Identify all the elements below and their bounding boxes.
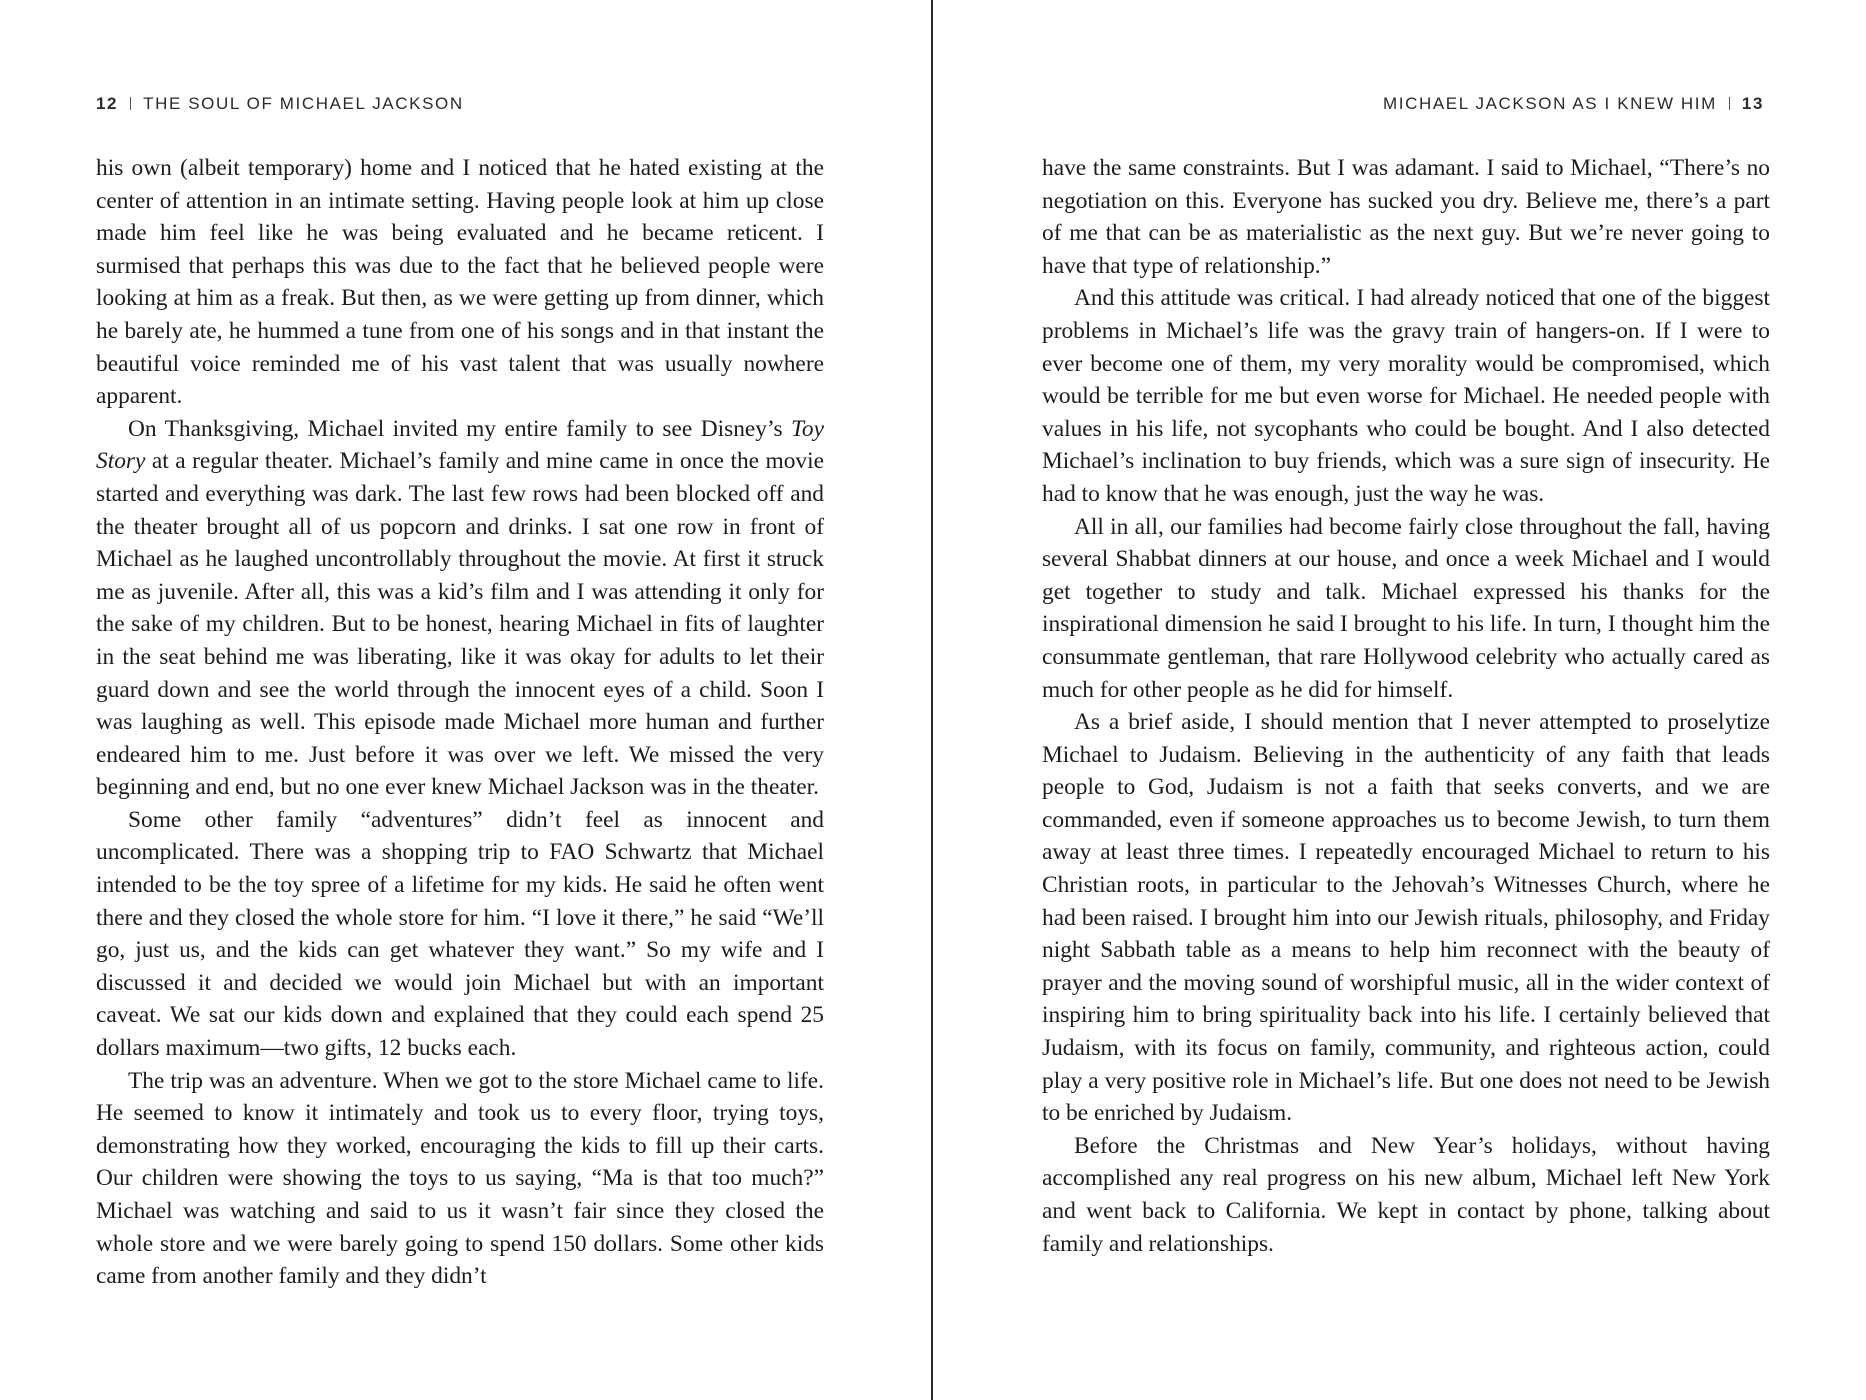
paragraph-text: As a brief aside, I should mention that I never attempted to proselytize Michael to Judaism. Believing in the authenticity of any faith that leads people to God, Judaism is not a faith that seeks converts, and we are commanded, even if someone approaches us to become Jewish, to turn them away at least three times. I repeatedly encouraged Michael to return to his Christian roots, in particular to the Jehovah’s Witnesses Church, where he had been raised. I brought him into our Jewish rituals, philosophy, and Friday night Sabbath table as a means to help him reconnect with the beauty of prayer and the moving sound of worshipful music, all in the wider context of inspiring him to bring spirituality back into his life. I certainly believed that Judaism, with its focus on family, community, and righteous action, could play a very positive role in Michael’s life. But one does not need to be Jewish to be enriched by Judaism. (1042, 709, 1770, 1127)
left-body-text (96, 152, 824, 1293)
paragraph (1042, 152, 1770, 282)
right-page (934, 0, 1866, 1400)
left-page (0, 0, 932, 1400)
paragraph (1042, 511, 1770, 707)
page-number: 12 (96, 94, 119, 113)
paragraph (96, 413, 824, 804)
paragraph (1042, 282, 1770, 510)
paragraph (96, 804, 824, 1065)
paragraph-text: All in all, our families had become fairly close throughout the fall, having several Shabbat dinners at our house, and once a week Michael and I would get together to study and talk. Michael expressed his thanks for the inspirational dimension he said I brought to his life. In turn, I thought him the consummate gentleman, that rare Hollywood celebrity who actually cared as much for other people as he did for himself. (1042, 513, 1770, 703)
paragraph (1042, 1130, 1770, 1260)
page-gutter (931, 0, 933, 1400)
paragraph-text: The trip was an adventure. When we got to the store Michael came to life. He seemed to know it intimately and took us to every floor, trying toys, demonstrating how they worked, encouraging the kids to fill up their carts. Our children were showing the toys to us saying, “Ma is that too much?” Michael was watching and said to us it wasn’t fair since they closed the whole store and we were barely going to spend 150 dollars. Some other kids came from another family and they didn’t (96, 1067, 824, 1290)
paragraph-text: have the same constraints. But I was adamant. I said to Michael, “There’s no negotiation on this. Everyone has sucked you dry. Believe me, there’s a part of me that can be as materialistic as the next guy. But we’re never going to have that type of relationship.” (1042, 155, 1770, 279)
right-running-head (1383, 94, 1764, 114)
paragraph-text: On Thanksgiving, Michael invited my entire family to see Disney’s (128, 415, 792, 442)
paragraph (1042, 706, 1770, 1130)
right-body-text (1042, 152, 1770, 1260)
paragraph-text: at a regular theater. Michael’s family and mine came in once the movie started and everything was dark. The last few rows had been blocked off and the theater brought all of us popcorn and drinks. I sat one row in front of Michael as he laughed uncontrollably throughout the movie. At first it struck me as juvenile. After all, this was a kid’s film and I was attending it only for the sake of my children. But to be honest, hearing Michael in fits of laughter in the seat behind me was liberating, like it was okay for adults to let their guard down and see the world through the innocent eyes of a child. Soon I was laughing as well. This episode made Michael more human and further endeared him to me. Just before it was over we left. We missed the very beginning and end, but no one ever knew Michael Jackson was in the theater. (96, 448, 824, 801)
paragraph (96, 1065, 824, 1293)
paragraph-text: And this attitude was critical. I had already noticed that one of the biggest problems in Michael’s life was the gravy train of hangers-on. If I were to ever become one of them, my very morality would be compromised, which would be terrible for me but even worse for Michael. He needed people with values in his life, not sycophants who could be bought. And I also detected Michael’s inclination to buy friends, which was a sure sign of insecurity. He had to know that he was enough, just the way he was. (1042, 285, 1770, 507)
italic-title-text: Toy Story (96, 415, 824, 475)
page-number: 13 (1741, 94, 1764, 113)
chapter-title-header: MICHAEL JACKSON AS I KNEW HIM (1383, 94, 1717, 113)
paragraph-text: Before the Christmas and New Year’s holidays, without having accomplished any real progress on his new album, Michael left New York and went back to California. We kept in contact by phone, talking about family and relationships. (1042, 1132, 1770, 1257)
header-divider (130, 97, 131, 110)
paragraph (96, 152, 824, 413)
left-running-head (96, 94, 464, 114)
paragraph-text: his own (albeit temporary) home and I noticed that he hated existing at the center of attention in an intimate setting. Having people look at him up close made him feel like he was being evaluated and he became reticent. I surmised that perhaps this was due to the fact that he believed people were looking at him as a freak. But then, as we were getting up from dinner, which he barely ate, he hummed a tune from one of his songs and in that instant the beautiful voice reminded me of his vast talent that was usually nowhere apparent. (96, 155, 824, 410)
book-title-header: THE SOUL OF MICHAEL JACKSON (143, 94, 464, 113)
paragraph-text: Some other family “adventures” didn’t feel as innocent and uncomplicated. There was a shopping trip to FAO Schwartz that Michael intended to be the toy spree of a lifetime for my kids. He said he often went there and they closed the whole store for him. “I love it there,” he said “We’ll go, just us, and the kids can get whatever they want.” So my wife and I discussed it and decided we would join Michael but with an important caveat. We sat our kids down and explained that they could each spend 25 dollars maximum—two gifts, 12 bucks each. (96, 806, 824, 1062)
header-divider (1729, 97, 1730, 110)
